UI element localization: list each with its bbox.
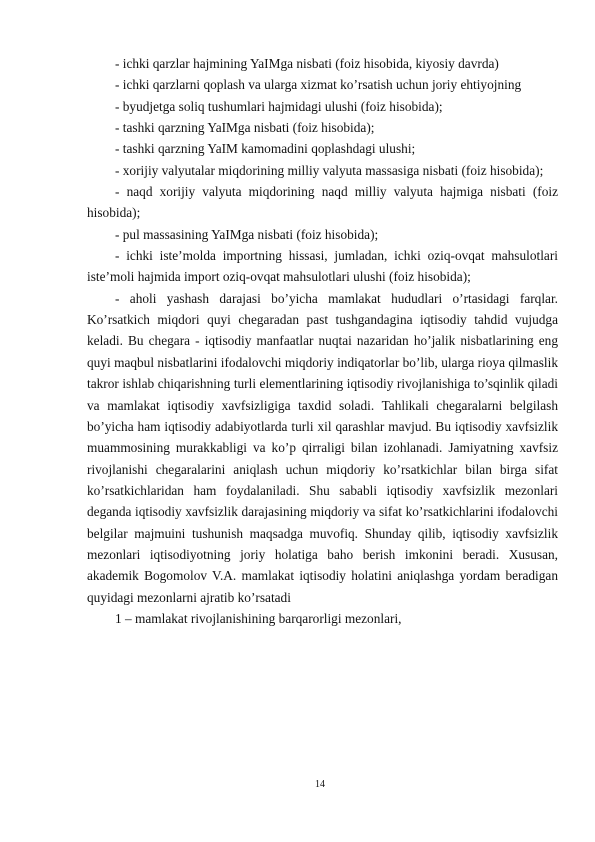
list-item-external-debt-deficit: - tashki qarzning YaIM kamomadini qoplashdagi ulushi; (115, 141, 416, 157)
list-item-domestic-debt-service: - ichki qarzlarni qoplash va ularga xizmat ko’rsatish uchun joriy ehtiyojning (115, 77, 522, 93)
body-paragraph-criteria-1: 1 – mamlakat rivojlanishining barqarorligi mezonlari, (115, 610, 402, 626)
list-item-import-share: - ichki iste’molda importning hissasi, jumladan, ichki oziq-ovqat mahsulotlari iste’moli hajmida import oziq-ovqat mahsulotlari ulushi (foiz hisobida); (87, 248, 558, 285)
body-paragraph-regional-differences: - aholi yashash darajasi bo’yicha mamlakat hududlari o’rtasidagi farqlar. Ko’rsatkich miqdori quyi chegaradan past tushgandagina iqtisodiy tahdid vujudga keladi. Bu chegara - iqtisodiy manfaatlar nuqtai nazaridan ho’jalik nisbatlarining eng quyi maqbul nisbatlarini ifodalovchi miqdoriy indiqatorlar bo’lib, ularga rioya qilmaslik takror ishlab chiqarishning turli elementlarining iqtisodiy rivojlanishiga to’sqinlik qiladi va mamlakat iqtisodiy xavfsizligiga taxdid soladi. Tahlikali chegaralarni belgilash bo’yicha ham iqtisodiy adabiyotlarda turli xil qarashlar mavjud. Bu iqtisodiy xavfsizlik muammosining murakkabligi va ko’p qirraligi bilan izohlanadi. Jamiyatning xavfsiz rivojlanishi chegaralarini aniqlash uchun miqdoriy ko’rsatkichlar bilan birga sifat ko’rsatkichlaridan ham foydalaniladi. Shu sababli iqtisodiy xavfsizlik mezonlari deganda iqtisodiy xavfsizlik darajasining miqdoriy va sifat ko’rsatkichlarini ifodalovchi belgilar majmuini tushunish maqsadga muvofiq. Shunday qilib, iqtisodiy xavfsizlik mezonlari iqtisodiyotning joriy holatiga baho berish imkonini beradi. Xususan, akademik Bogomolov V.A. mamlakat iqtisodiy holatini aniqlashga yordam beradigan quyidagi mezonlarni ajratib ko’rsatadi (87, 290, 558, 605)
list-item-cash-foreign-currency-ratio: - naqd xorijiy valyuta miqdorining naqd milliy valyuta hajmiga nisbati (foiz hisobida); (87, 184, 558, 221)
list-item-money-supply-gdp: - pul massasining YaIMga nisbati (foiz hisobida); (115, 226, 379, 242)
list-item-domestic-debt-gdp: - ichki qarzlar hajmining YaIMga nisbati (foiz hisobida, kiyosiy davrda) (115, 56, 499, 71)
list-item-foreign-currency-ratio: - xorijiy valyutalar miqdorining milliy valyuta massasiga nisbati (foiz hisobida); (115, 162, 544, 178)
body-text (87, 53, 558, 629)
page-number: 14 (315, 779, 325, 790)
list-item-budget-tax-share: - byudjetga soliq tushumlari hajmidagi ulushi (foiz hisobida); (115, 98, 443, 114)
list-item-external-debt-gdp: - tashki qarzning YaIMga nisbati (foiz hisobida); (115, 120, 375, 136)
